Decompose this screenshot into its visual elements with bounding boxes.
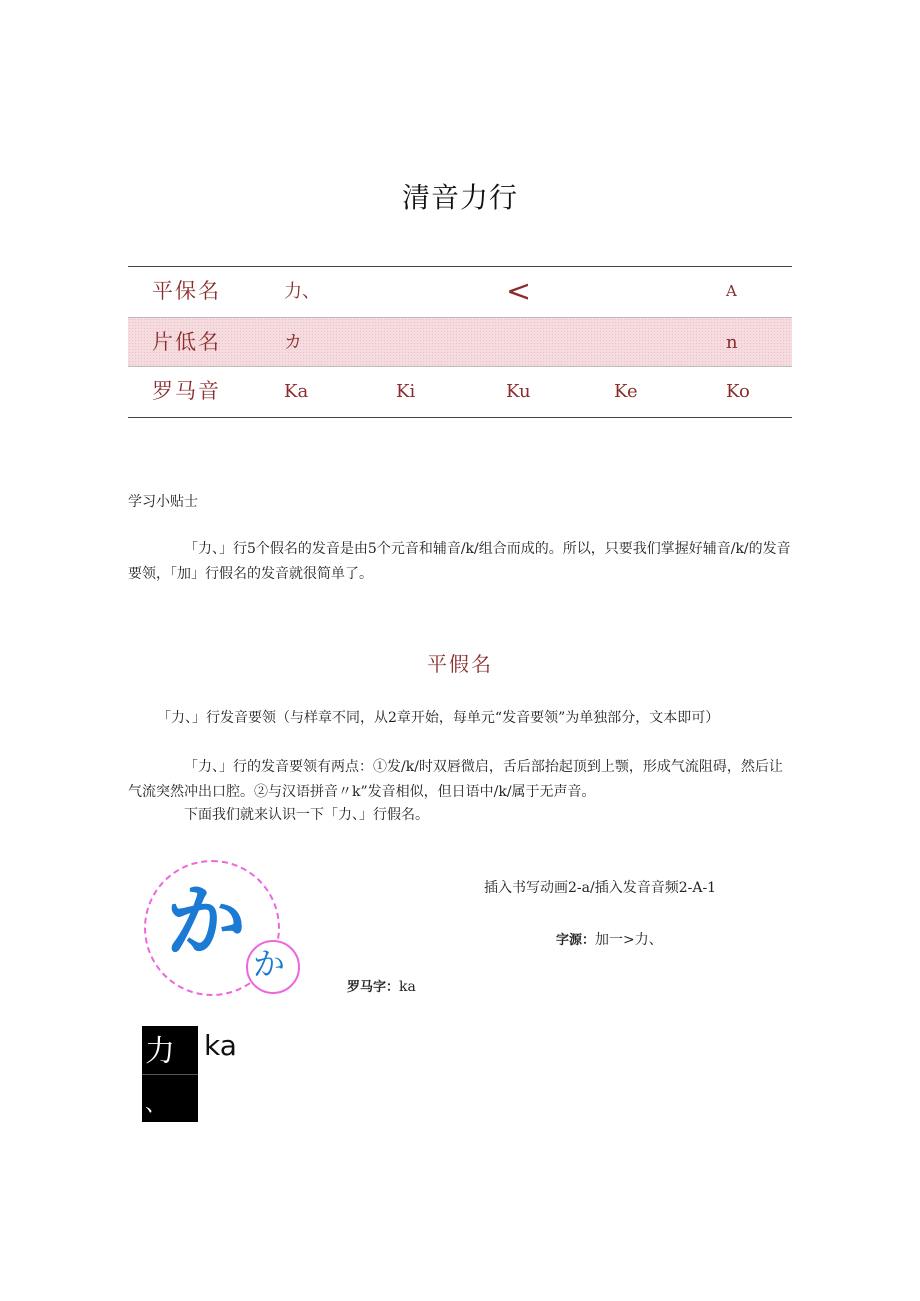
katakana-cell-o: n [726,332,738,353]
kana-romaji [347,976,416,995]
kana-source [556,929,663,949]
kana-table [128,266,792,418]
hiragana-cell-o: A [726,282,737,300]
kana-block-romaji: ka [204,1029,237,1062]
romaji-cell-ka: Ka [284,381,309,402]
kana-ka-large: か [166,875,246,968]
katakana-cell-a: カ [284,332,302,353]
romaji-cell-ko: Ko [726,381,750,402]
kana-source-label: 字源： [556,933,596,948]
romaji-cell-ku: Ku [506,381,531,402]
hiragana-row [128,267,792,316]
hiragana-cell-u: < [506,274,532,309]
kana-romaji-value: ka [399,979,416,995]
kana-block-divider [142,1074,198,1075]
pronunciation-paragraph: 「力、」行的发音要领有两点：①发/k/时双唇微启，舌后部抬起顶到上颚，形成气流阻碍，然后让气流突然冲出口腔。②与汉语拼音〃k”发音相似，但日语中/k/属于无声音。 [128,759,783,800]
kana-block-top: 力 [145,1034,175,1069]
section-title: 平假名 [427,652,493,676]
kana-source-value: 加一>力、 [595,932,663,948]
intro-text: 下面我们就来认识一下「力、」行假名。 [184,807,429,823]
romaji-cell-ke: Ke [614,381,638,402]
romaji-cell-ki: Ki [396,381,416,402]
katakana-row [128,317,792,367]
romaji-row [128,367,792,416]
insert-media-note: 插入书写动画2-a/插入发音音频2-A-1 [484,880,717,896]
kana-block-bottom: 、 [145,1092,168,1117]
hiragana-cell-a: 力、 [284,281,320,302]
tips-paragraph: 「力、」行5个假名的发音是由5个元音和辅音/k/组合而成的。所以，只要我们掌握好辅音/k/的发音要领，「加」行假名的发音就很简单了。 [128,541,791,582]
hiragana-row-header: 平保名 [152,279,221,303]
kana-romaji-label: 罗马字： [347,980,400,995]
romaji-row-header: 罗马音 [152,379,221,403]
kana-ka-small: か [253,945,286,983]
katakana-row-header: 片低名 [152,330,221,354]
section-note: 「力、」行发音要领（与样章不同，从2章开始，每单元“发音要领”为单独部分，文本即可） [157,710,720,726]
page-title: 清音力行 [401,181,518,214]
tips-title: 学习小贴士 [128,494,198,510]
